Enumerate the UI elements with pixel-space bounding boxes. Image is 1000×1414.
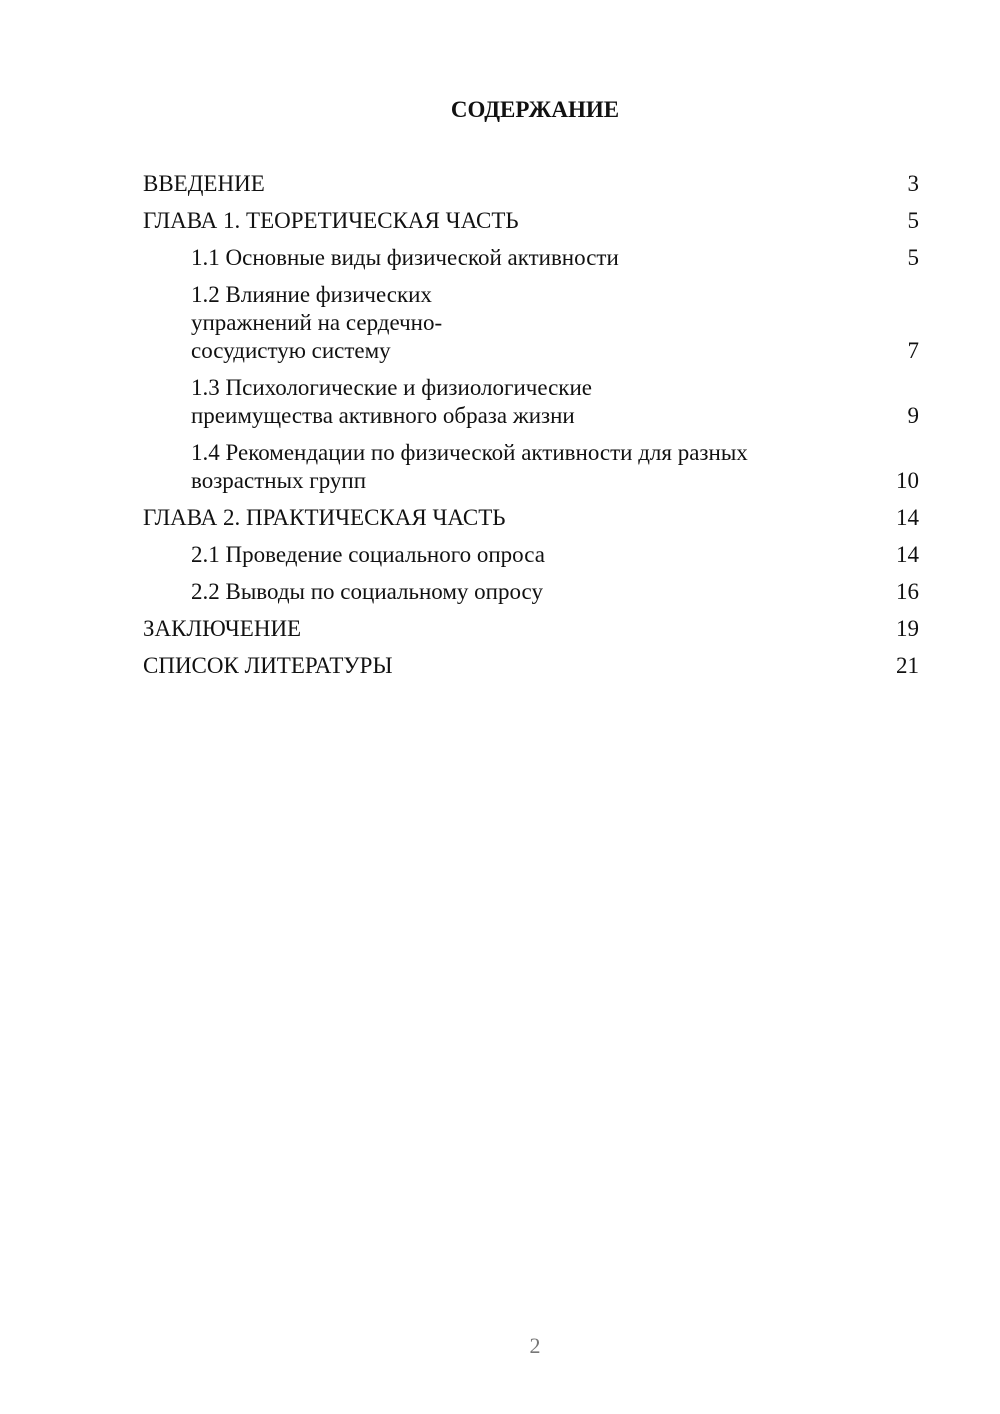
toc-entry-page: 7 — [907, 338, 919, 363]
toc-entry-section-2-1[interactable] — [143, 539, 919, 576]
table-of-contents — [143, 168, 919, 687]
toc-entry-section-1-1[interactable] — [143, 242, 919, 279]
toc-entry-page: 9 — [907, 403, 919, 428]
toc-entry-text: 1.2 Влияние физических упражнений на сердечно-сосудистую систему — [191, 282, 443, 363]
page-title: СОДЕРЖАНИЕ — [450, 97, 620, 122]
toc-entry-page: 21 — [896, 653, 919, 678]
toc-entry-conclusion[interactable] — [143, 613, 919, 650]
toc-entry-page: 19 — [896, 616, 919, 641]
toc-entry-text: 1.4 Рекомендации по физической активности для разных возрастных групп — [191, 440, 748, 493]
toc-entry-section-1-3[interactable] — [143, 372, 919, 437]
toc-entry-text: 2.1 Проведение социального опроса — [191, 542, 545, 567]
toc-entry-text: ВВЕДЕНИЕ — [143, 171, 265, 196]
toc-entry-introduction[interactable] — [143, 168, 919, 205]
toc-entry-text: 1.3 Психологические и физиологические преимущества активного образа жизни — [191, 375, 592, 428]
toc-entry-text: ГЛАВА 2. ПРАКТИЧЕСКАЯ ЧАСТЬ — [143, 505, 506, 530]
toc-entry-text: ЗАКЛЮЧЕНИЕ — [143, 616, 302, 641]
toc-entry-text: 1.1 Основные виды физической активности — [191, 245, 619, 270]
toc-entry-text: ГЛАВА 1. ТЕОРЕТИЧЕСКАЯ ЧАСТЬ — [143, 208, 519, 233]
toc-entry-section-1-2[interactable] — [143, 279, 919, 372]
toc-entry-page: 3 — [907, 171, 919, 196]
toc-entry-section-2-2[interactable] — [143, 576, 919, 613]
page-number: 2 — [529, 1333, 541, 1358]
toc-entry-chapter-2[interactable] — [143, 502, 919, 539]
toc-entry-page: 10 — [896, 468, 919, 493]
toc-entry-section-1-4[interactable] — [143, 437, 919, 502]
toc-entry-page: 14 — [896, 542, 919, 567]
toc-entry-page: 5 — [907, 245, 919, 270]
toc-entry-page: 14 — [896, 505, 919, 530]
toc-entry-page: 16 — [896, 579, 919, 604]
toc-entry-chapter-1[interactable] — [143, 205, 919, 242]
toc-entry-page: 5 — [907, 208, 919, 233]
toc-entry-text: 2.2 Выводы по социальному опросу — [191, 579, 543, 604]
toc-entry-text: СПИСОК ЛИТЕРАТУРЫ — [143, 653, 393, 678]
toc-entry-references[interactable] — [143, 650, 919, 687]
